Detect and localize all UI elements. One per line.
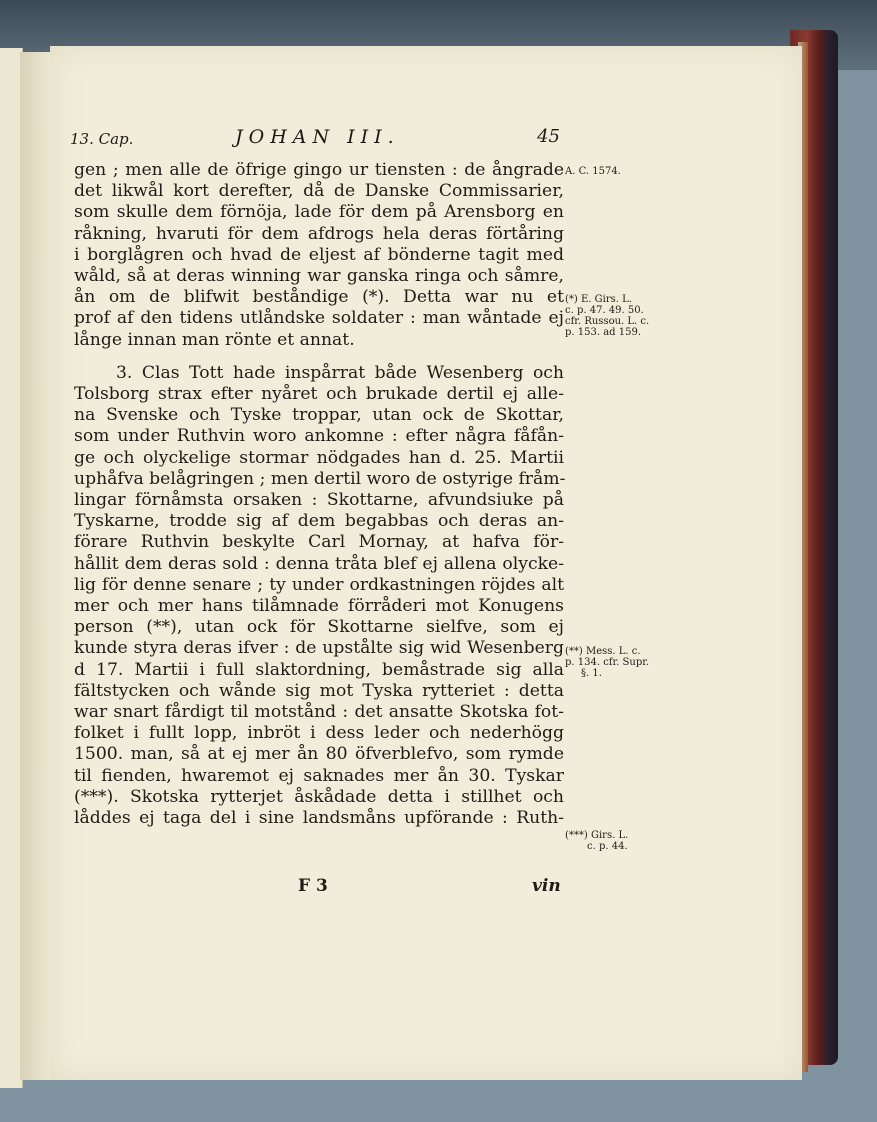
- text-line: lingar förnåmsta orsaken : Skottarne, afvundsiuke på: [74, 490, 564, 511]
- text-line: mer och mer hans tilåmnade förråderi mot Konugens: [74, 596, 564, 617]
- note-line: §. 1.: [581, 668, 602, 679]
- text-line: war snart fårdigt til motstånd : det ansatte Skotska fot-: [74, 702, 564, 723]
- chapter-label: 13. Cap.: [70, 130, 134, 148]
- text-line: hållit dem deras sold : denna tråta blef ej allena olycke-: [74, 553, 564, 574]
- text-line: gen ; men alle de öfrige gingo ur tiensten : de ångrade: [74, 160, 564, 180]
- text-line: som skulle dem förnöja, lade för dem på Arensborg en: [74, 202, 564, 223]
- catchword: vin: [532, 876, 561, 896]
- text-line: prof af den tidens utlåndske soldater : man wåntade ej: [74, 308, 564, 329]
- text-line: ån om de blifwit beståndige (*). Detta war nu et: [74, 287, 564, 308]
- note-line: (**) Mess. L. c.: [565, 646, 641, 657]
- text-line: låddes ej taga del i sine landsmåns upförande : Ruth-: [74, 808, 564, 829]
- margin-note-2: [565, 646, 649, 679]
- text-line: 1500. man, så at ej mer ån 80 öfverblefvo, som rymde: [74, 744, 564, 765]
- text-line: kunde styra deras ifver : de upstålte sig wid Wesenberg: [74, 638, 564, 659]
- paragraph-1: [74, 160, 564, 351]
- running-title: JOHAN III.: [235, 126, 400, 148]
- text-line: folket i fullt lopp, inbröt i dess leder och nederhögg: [74, 723, 564, 744]
- note-line: cfr. Russou. L. c.: [565, 316, 650, 327]
- text-line: lig för denne senare ; ty under ordkastningen röjdes alt: [74, 574, 564, 595]
- text-line: wåld, så at deras winning war ganska ringa och såmre,: [74, 266, 564, 287]
- text-line: til fienden, hwaremot ej saknades mer ån 30. Tyskar: [74, 765, 564, 786]
- text-line: 3. Clas Tott hade inspårrat både Wesenberg och: [116, 362, 564, 383]
- text-line: ge och olyckelige stormar nödgades han d. 25. Martii: [74, 447, 564, 468]
- text-line: d 17. Martii i full slaktordning, bemåstrade sig alla: [74, 659, 564, 680]
- text-line: (***). Skotska rytterjet åskådade detta i stillhet och: [74, 786, 564, 807]
- text-line: i borglågren och hvad de eljest af bönderne tagit med: [74, 244, 564, 265]
- text-line: som under Ruthvin woro ankomne : efter några fåfån-: [74, 426, 564, 447]
- text-line: det likwål kort derefter, då de Danske Commissarier,: [74, 181, 564, 202]
- text-line: Tolsborg strax efter nyåret och brukade dertil ej alle-: [74, 384, 564, 405]
- text-line: råkning, hvaruti för dem afdrogs hela deras förtåring: [74, 223, 564, 244]
- book-gutter: [20, 52, 54, 1080]
- margin-note-3: [565, 830, 628, 852]
- text-line: person (**), utan ock för Skottarne sielfve, som ej: [74, 617, 564, 638]
- note-line: c. p. 47. 49. 50.: [565, 305, 644, 316]
- text-line: Tyskarne, trodde sig af dem begabbas och deras an-: [74, 511, 564, 532]
- page-body: [74, 160, 564, 829]
- margin-note-year: A. C. 1574.: [565, 166, 621, 177]
- paragraph-2: [74, 363, 564, 829]
- note-line: p. 134. cfr. Supr.: [565, 657, 650, 668]
- note-line: p. 153. ad 159.: [565, 327, 642, 338]
- note-line: (*) E. Girs. L.: [565, 294, 632, 305]
- printer-signature: F 3: [298, 876, 328, 896]
- text-line: na Svenske och Tyske troppar, utan ock de Skottar,: [74, 405, 564, 426]
- note-line: (***) Girs. L.: [565, 830, 629, 841]
- running-header: [70, 126, 560, 154]
- text-line: fältstycken och wånde sig mot Tyska rytteriet : detta: [74, 680, 564, 701]
- text-line: uphåfva belågringen ; men dertil woro de ostyrige fråm-: [74, 468, 566, 489]
- margin-note-1: [565, 294, 649, 338]
- page-number: 45: [537, 126, 560, 147]
- text-line: förare Ruthvin beskylte Carl Mornay, at hafva för-: [74, 532, 564, 553]
- text-line: långe innan man rönte et annat.: [74, 329, 355, 350]
- note-line: c. p. 44.: [587, 841, 628, 852]
